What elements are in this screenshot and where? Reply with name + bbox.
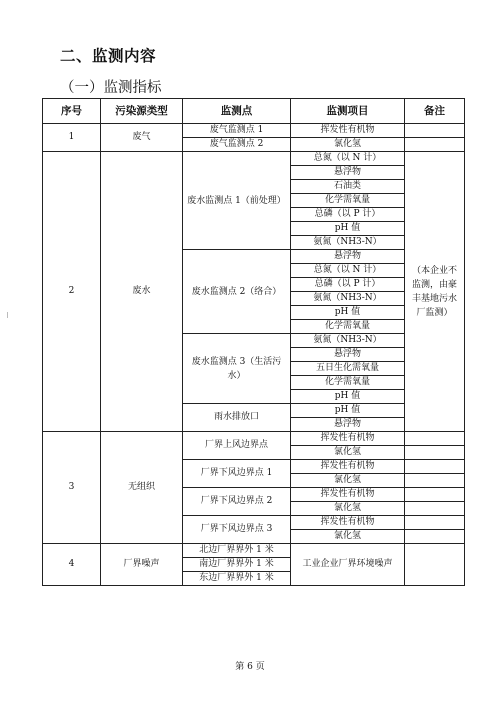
remark-cell [405,516,465,530]
remark-cell [405,432,465,446]
header-no: 序号 [43,99,101,124]
monitoring-indicators-table [42,98,465,586]
monitoring-item: 工业企业厂界环境噪声 [291,544,405,586]
remark-cell [405,138,465,152]
remark-cell [405,488,465,502]
scan-edge-mark [7,312,8,318]
remark-cell [405,446,465,460]
monitoring-item: 总磷（以 P 计） [291,278,405,292]
monitoring-item: 悬浮物 [291,348,405,362]
table-row [43,432,465,446]
page-number: 第 6 页 [235,662,265,672]
monitoring-item: 化学需氧量 [291,320,405,334]
monitoring-item: 化学需氧量 [291,376,405,390]
monitoring-item: 氯化氢 [291,138,405,152]
row-no: 4 [43,544,101,586]
monitoring-item: 挥发性有机物 [291,432,405,446]
subsection-heading: （一）监测指标 [60,80,162,96]
monitoring-point: 废气监测点 2 [183,138,291,152]
monitoring-point: 厂界下风边界点 1 [183,460,291,488]
section-heading: 二、监测内容 [60,47,157,65]
row-no: 2 [43,152,101,432]
monitoring-item: 氯化氢 [291,502,405,516]
source-type: 厂界噪声 [101,544,183,586]
table-header-row [43,99,465,124]
monitoring-item: 氯化氢 [291,446,405,460]
remark-note: （本企业不监测，由豪丰基地污水厂监测） [405,152,465,432]
monitoring-item: 氨氮（NH3-N） [291,334,405,348]
monitoring-item: 悬浮物 [291,250,405,264]
monitoring-item: 悬浮物 [291,166,405,180]
remark-cell [405,124,465,138]
monitoring-point: 厂界上风边界点 [183,432,291,460]
monitoring-point: 厂界下风边界点 2 [183,488,291,516]
monitoring-item: 悬浮物 [291,418,405,432]
header-monitoring-item: 监测项目 [291,99,405,124]
monitoring-item: 总磷（以 P 计） [291,208,405,222]
monitoring-point: 南边厂界界外 1 米 [183,558,291,572]
monitoring-point: 废水监测点 3（生活污水） [183,334,291,404]
source-type: 废水 [101,152,183,432]
monitoring-item: 挥发性有机物 [291,516,405,530]
header-monitoring-point: 监测点 [183,99,291,124]
table-row [43,152,465,166]
monitoring-item: 挥发性有机物 [291,488,405,502]
monitoring-item: pH 值 [291,390,405,404]
monitoring-item: 五日生化需氧量 [291,362,405,376]
table-row [43,124,465,138]
monitoring-point: 厂界下风边界点 3 [183,516,291,544]
monitoring-item: 挥发性有机物 [291,124,405,138]
monitoring-point: 北边厂界界外 1 米 [183,544,291,558]
monitoring-item: 氨氮（NH3-N） [291,236,405,250]
header-remarks: 备注 [405,99,465,124]
monitoring-point: 雨水排放口 [183,404,291,432]
monitoring-item: 化学需氧量 [291,194,405,208]
monitoring-item: 氨氮（NH3-N） [291,292,405,306]
monitoring-item: pH 值 [291,306,405,320]
source-type: 无组织 [101,432,183,544]
monitoring-item: 总氮（以 N 计） [291,152,405,166]
remark-cell [405,502,465,516]
table-row [43,544,465,558]
monitoring-item: 氯化氢 [291,530,405,544]
monitoring-item: 挥发性有机物 [291,460,405,474]
remark-cell [405,460,465,474]
remark-cell [405,474,465,488]
monitoring-item: 氯化氢 [291,474,405,488]
monitoring-item: 石油类 [291,180,405,194]
monitoring-item: pH 值 [291,404,405,418]
monitoring-item: 总氮（以 N 计） [291,264,405,278]
header-source-type: 污染源类型 [101,99,183,124]
row-no: 1 [43,124,101,152]
monitoring-point: 东边厂界界外 1 米 [183,572,291,586]
monitoring-point: 废水监测点 1（前处理） [183,152,291,250]
monitoring-item: pH 值 [291,222,405,236]
row-no: 3 [43,432,101,544]
source-type: 废气 [101,124,183,152]
remark-cell [405,544,465,586]
remark-cell [405,530,465,544]
monitoring-point: 废气监测点 1 [183,124,291,138]
monitoring-point: 废水监测点 2（络合） [183,250,291,334]
